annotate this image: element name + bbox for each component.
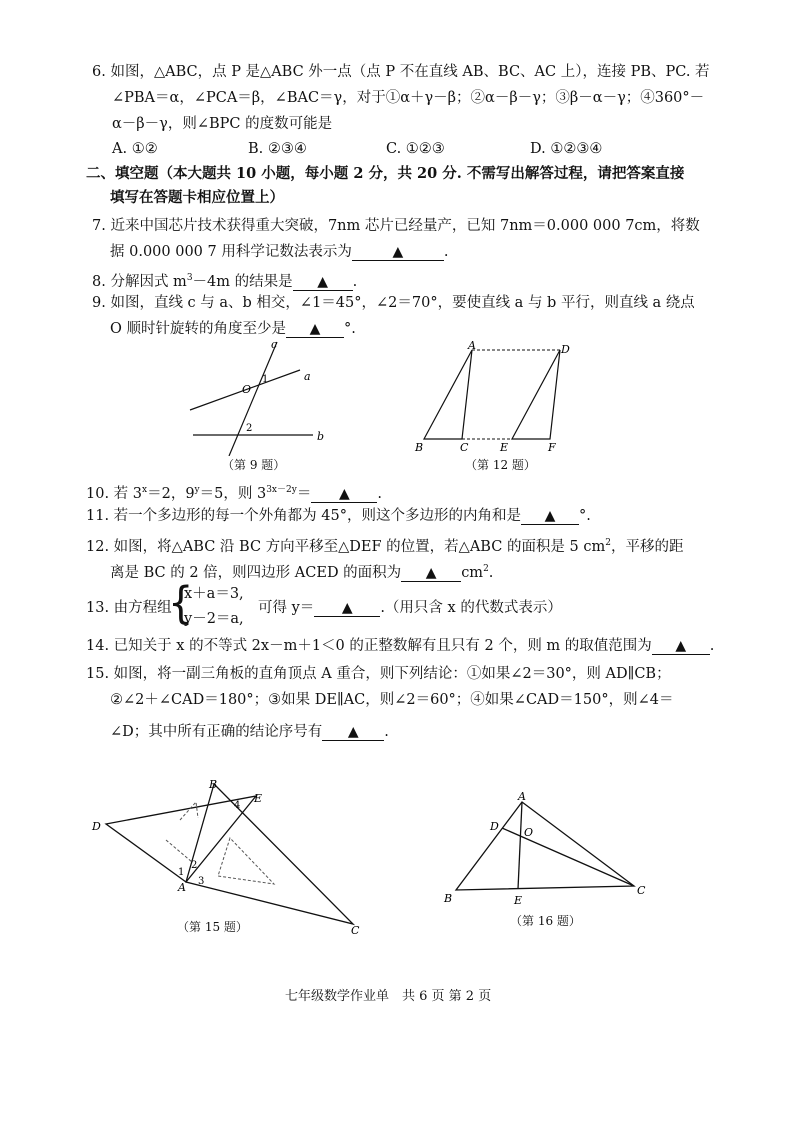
q10-pre: 10. 若 3: [86, 486, 143, 502]
label-c: C: [351, 924, 360, 936]
label-angle-1: 1: [262, 374, 269, 385]
q12-unit-exp: 2: [483, 564, 489, 574]
q12-text-c: 离是 BC 的 2 倍，则四边形 ACED 的面积为: [110, 565, 402, 581]
q15-line1: 15. 如图，将一副三角板的直角顶点 A 重合，则下列结论：①如果∠2＝30°，则 AD∥CB；: [86, 666, 671, 682]
q12-exp: 2: [605, 538, 611, 548]
q9-answer-blank: [286, 319, 344, 338]
q9-tail: °.: [344, 321, 356, 337]
q9-text: O 顺时针旋转的角度至少是: [110, 321, 286, 337]
q14-text: 14. 已知关于 x 的不等式 2x－m＋1＜0 的正整数解有且只有 2 个，则 m 的取值范围为: [86, 638, 652, 654]
q8-exponent: 3: [186, 273, 193, 283]
label-d: D: [561, 343, 570, 356]
q10-tail: .: [377, 486, 382, 502]
q6-option-d: D. ①②③④: [530, 141, 603, 157]
inner-dashed-1: [180, 802, 198, 820]
q12-line1: [86, 533, 684, 557]
q8-post: －4m 的结果是: [192, 274, 293, 290]
line-c: [229, 342, 277, 456]
q15-answer-blank: [322, 722, 384, 741]
blank-triangle-icon: ▲: [392, 244, 404, 260]
triangle-abc: [424, 350, 472, 439]
label-e: E: [254, 792, 263, 805]
q6-line2: ∠PBA＝α，∠PCA＝β，∠BAC＝γ，对于①α＋γ－β；②α－β－γ；③β－α－γ；④360°－: [112, 90, 705, 106]
q7-line1: 7. 近来中国芯片技术获得重大突破，7nm 芯片已经量产，已知 7nm＝0.000 000 7cm，将数: [92, 218, 700, 234]
q15-line3: [110, 722, 389, 742]
q10-mid-1: ＝2，9: [147, 486, 195, 502]
q6-line3: α－β－γ，则∠BPC 的度数可能是: [112, 116, 333, 132]
label-b: B: [209, 778, 218, 791]
blank-triangle-icon: ▲: [544, 508, 556, 524]
figure-9: [185, 338, 335, 456]
q10-answer-blank: [311, 484, 377, 503]
q12-text-b: ，平移的距: [611, 539, 684, 555]
label-angle-1: 1: [178, 867, 185, 878]
q6-option-c: C. ①②③: [386, 141, 445, 157]
label-a: A: [468, 340, 476, 352]
label-e: E: [514, 894, 523, 907]
segment-ae: [518, 802, 522, 889]
q9-line2: [110, 319, 356, 339]
figure-16-caption: （第 16 题）: [510, 914, 581, 928]
q10-exp-3: 3x－2y: [266, 485, 297, 495]
q8-tail: .: [352, 274, 358, 290]
q14-line: [86, 636, 714, 656]
q8-line: [92, 268, 357, 292]
q15-text: ∠D；其中所有正确的结论序号有: [110, 724, 323, 740]
figure-12: [410, 340, 580, 455]
q8-pre: 8. 分解因式 m: [92, 274, 187, 290]
q13-eq2: y－2＝a,: [184, 611, 244, 627]
q13-eq1: x＋a＝3,: [184, 586, 244, 602]
q15-line2: ②∠2＋∠CAD＝180°；③如果 DE∥AC，则∠2＝60°；④如果∠CAD＝150°，则∠4＝: [110, 692, 674, 708]
figure-12-caption: （第 12 题）: [465, 458, 536, 472]
q7-line2: [110, 242, 448, 262]
q12-answer-blank: [401, 563, 461, 582]
figure-16: [438, 790, 658, 910]
inner-dashed-3: [218, 838, 274, 884]
page-footer: 七年级数学作业单 共 6 页 第 2 页: [285, 989, 492, 1004]
label-o: O: [524, 826, 534, 839]
q10-exp-2: y: [194, 485, 200, 495]
triangle-abc: [456, 802, 634, 890]
blank-triangle-icon: ▲: [347, 724, 359, 740]
q12-unit: cm: [461, 565, 484, 581]
q10-exp-1: x: [142, 485, 148, 495]
blank-triangle-icon: ▲: [309, 321, 321, 337]
q13-line: [258, 598, 562, 618]
q14-tail: .: [709, 638, 715, 654]
q13-tail: .（用只含 x 的代数式表示）: [380, 600, 562, 616]
label-e: E: [500, 441, 509, 454]
label-a: a: [304, 370, 311, 383]
q13-answer-blank: [314, 598, 380, 617]
q12-text-a: 12. 如图，将△ABC 沿 BC 方向平移至△DEF 的位置，若△ABC 的面积是 5 cm: [86, 539, 606, 555]
q6-option-b: B. ②③④: [248, 141, 307, 157]
q10-line: [86, 480, 382, 504]
q15-tail: .: [384, 724, 389, 740]
label-b: b: [317, 430, 325, 443]
q8-answer-blank: [293, 272, 353, 291]
label-c: c: [271, 338, 278, 351]
section-2-header-line1: 二、填空题（本大题共 10 小题，每小题 2 分，共 20 分. 不需写出解答过程，请把答案直接: [86, 165, 685, 182]
q7-answer-blank: [352, 242, 444, 261]
blank-triangle-icon: ▲: [317, 274, 329, 290]
blank-triangle-icon: ▲: [425, 565, 437, 581]
q10-mid-3: ＝: [296, 486, 312, 502]
triangle-def: [512, 350, 560, 439]
label-b: B: [415, 441, 424, 454]
q13-brace: {: [168, 577, 194, 629]
q12-tail: .: [488, 565, 494, 581]
label-d: D: [490, 820, 499, 833]
blank-triangle-icon: ▲: [675, 638, 687, 654]
label-f: F: [548, 441, 556, 454]
label-c: C: [460, 441, 469, 454]
label-a: A: [518, 790, 526, 803]
q10-mid-2: ＝5，则 3: [199, 486, 267, 502]
label-d: D: [92, 820, 101, 833]
q11-text: 11. 若一个多边形的每一个外角都为 45°，则这个多边形的内角和是: [86, 508, 521, 524]
q14-answer-blank: [652, 636, 710, 655]
q7-tail: .: [443, 244, 449, 260]
q7-text: 据 0.000 000 7 用科学记数法表示为: [110, 244, 352, 260]
label-angle-3: 3: [198, 876, 205, 887]
label-o: O: [242, 383, 252, 396]
q9-line1: 9. 如图，直线 c 与 a、b 相交，∠1＝45°，∠2＝70°，要使直线 a 与 b 平行，则直线 a 绕点: [92, 295, 695, 311]
q11-line: [86, 506, 591, 526]
inner-dashed-2: [166, 840, 192, 862]
q13-pre: 13. 由方程组: [86, 600, 172, 616]
label-a: A: [178, 881, 186, 894]
blank-triangle-icon: ▲: [341, 600, 353, 616]
label-b: B: [444, 892, 453, 905]
label-angle-4: 4: [234, 800, 241, 811]
q6-line1: 6. 如图，△ABC，点 P 是△ABC 外一点（点 P 不在直线 AB、BC、AC 上），连接 PB、PC. 若: [92, 64, 710, 80]
q11-tail: °.: [578, 508, 591, 524]
q13-mid: 可得 y＝: [258, 600, 315, 616]
blank-triangle-icon: ▲: [338, 486, 350, 502]
q6-option-a: A. ①②: [112, 141, 158, 157]
figure-15: [88, 776, 370, 936]
label-angle-2: 2: [246, 423, 253, 434]
q11-answer-blank: [521, 506, 579, 525]
label-c: C: [637, 884, 646, 897]
figure-15-caption: （第 15 题）: [177, 920, 248, 934]
label-angle-2: 2: [191, 860, 198, 871]
figure-9-caption: （第 9 题）: [222, 458, 286, 472]
section-2-header-line2: 填写在答题卡相应位置上）: [110, 189, 284, 206]
